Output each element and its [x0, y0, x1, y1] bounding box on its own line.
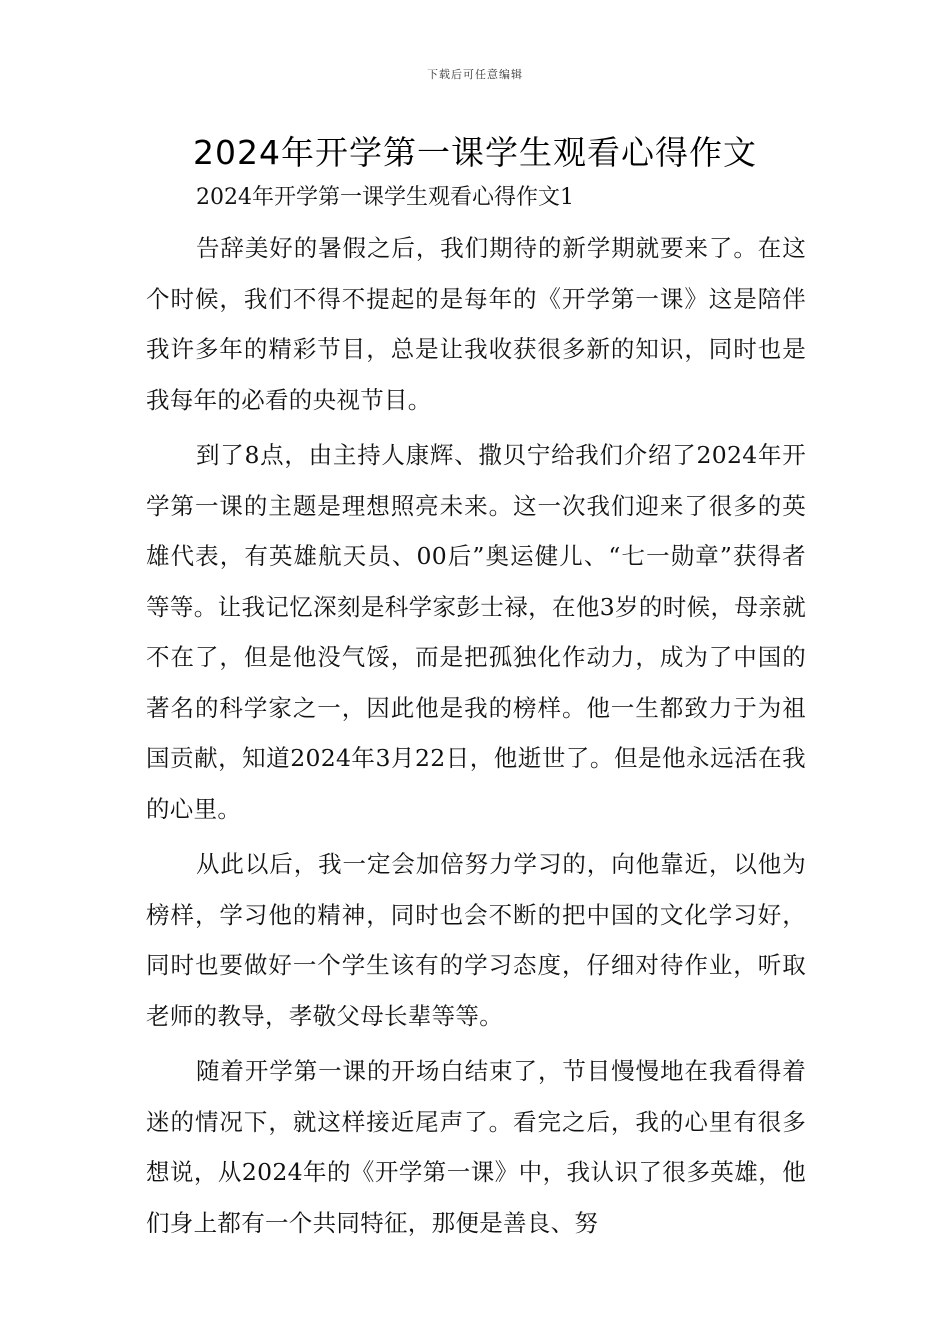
header-note: 下载后可任意编辑	[427, 68, 523, 81]
document-title: 2024年开学第一课学生观看心得作文	[193, 133, 757, 172]
paragraph-1: 告辞美好的暑假之后，我们期待的新学期就要来了。在这个时候，我们不得不提起的是每年的《开学第一课》这是陪伴我许多年的精彩节目，总是让我收获很多新的知识，同时也是我每年的必看的央视节目。	[146, 234, 806, 414]
paragraph-4: 随着开学第一课的开场白结束了，节目慢慢地在我看得着迷的情况下，就这样接近尾声了。看完之后，我的心里有很多想说，从2024年的《开学第一课》中，我认识了很多英雄，他们身上都有一个共同特征，那便是善良、努	[146, 1057, 806, 1237]
paragraph-2: 到了8点，由主持人康辉、撒贝宁给我们介绍了2024年开学第一课的主题是理想照亮未来。这一次我们迎来了很多的英雄代表，有英雄航天员、00后”奥运健儿、“七一勋章”获得者等等。让我记忆深刻是科学家彭士禄，在他3岁的时候，母亲就不在了，但是他没气馁，而是把孤独化作动力，成为了中国的著名的科学家之一，因此他是我的榜样。他一生都致力于为祖国贡献，知道2024年3月22日，他逝世了。但是他永远活在我的心里。	[146, 441, 806, 823]
paragraph-3: 从此以后，我一定会加倍努力学习的，向他靠近，以他为榜样，学习他的精神，同时也会不断的把中国的文化学习好，同时也要做好一个学生该有的学习态度，仔细对待作业，听取老师的教导，孝敬父母长辈等等。	[146, 850, 806, 1030]
document-body	[146, 223, 806, 1253]
document-subtitle: 2024年开学第一课学生观看心得作文1	[196, 185, 574, 210]
